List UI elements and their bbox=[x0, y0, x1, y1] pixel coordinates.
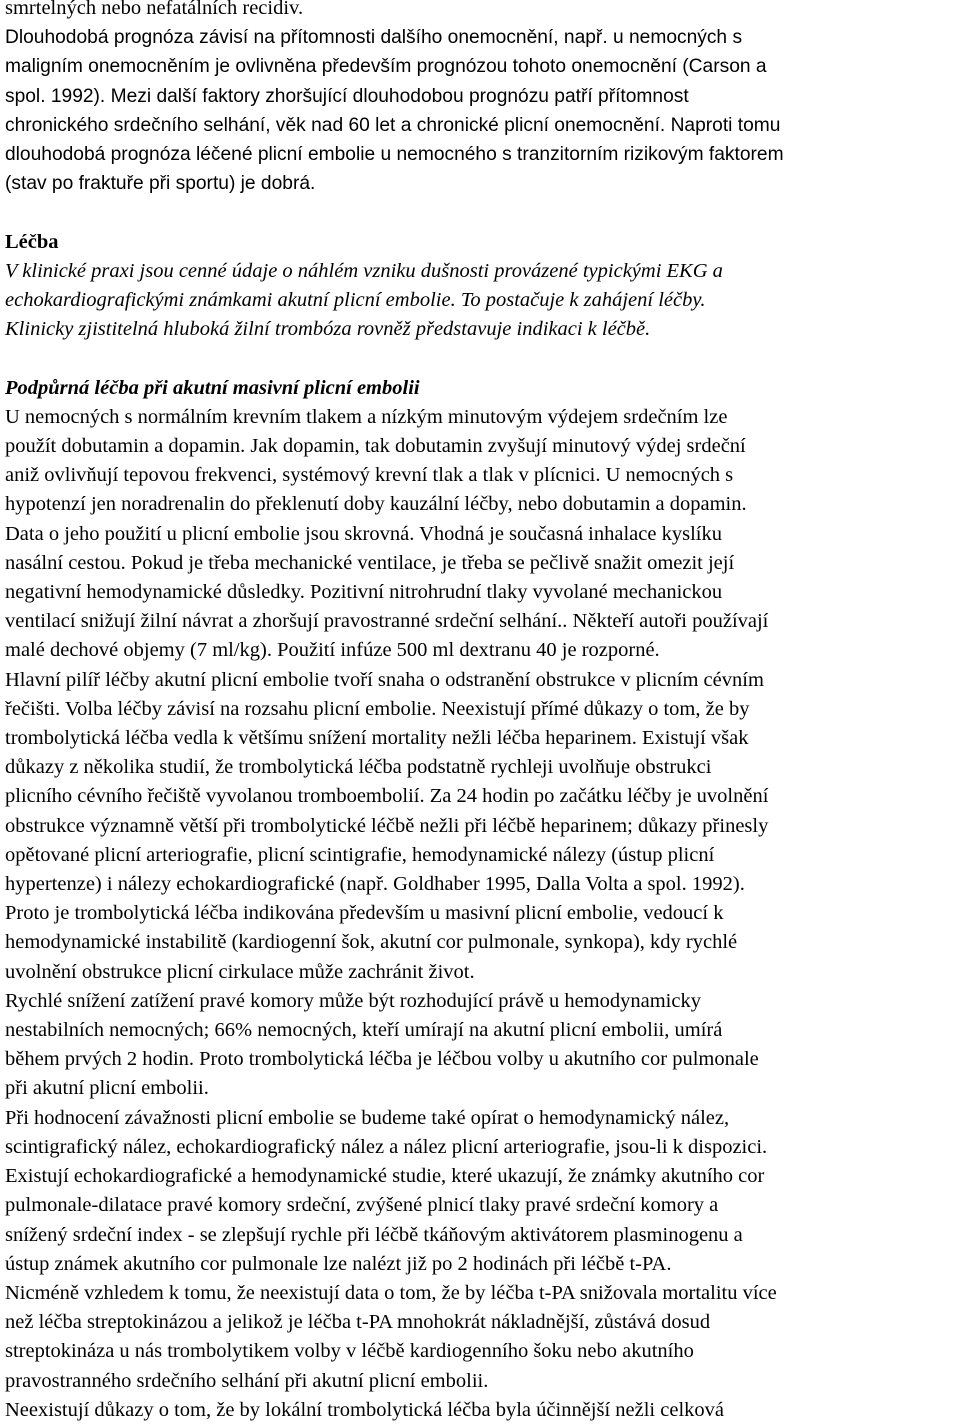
text-line: V klinické praxi jsou cenné údaje o náhlém vzniku dušnosti provázené typickými EKG a bbox=[5, 259, 723, 282]
text-line: než léčba streptokinázou a jelikož je léčba t-PA mnohokrát nákladnější, zůstává dosud bbox=[5, 1311, 711, 1334]
text-line: při akutní plicní embolii. bbox=[5, 1077, 209, 1100]
text-line: použít dobutamin a dopamin. Jak dopamin, tak dobutamin zvyšují minutový výdej srdeční bbox=[5, 435, 746, 458]
text-line: maligním onemocněním je ovlivněna především prognózou tohoto onemocnění (Carson a bbox=[5, 56, 767, 78]
text-line: negativní hemodynamické důsledky. Pozitivní nitrohrudní tlaky vyvolané mechanickou bbox=[5, 581, 723, 604]
text-line: Dlouhodobá prognóza závisí na přítomnosti dalšího onemocnění, např. u nemocných s bbox=[5, 27, 743, 49]
paragraph-podpurna-lecba bbox=[5, 403, 955, 1425]
text-line: Rychlé snížení zatížení pravé komory může být rozhodující právě u hemodynamicky bbox=[5, 989, 701, 1012]
text-line: smrtelných nebo nefatálních recidiv. bbox=[5, 0, 304, 19]
text-line: chronického srdečního selhání, věk nad 60 let a chronické plicní onemocnění. Naproti tomu bbox=[5, 114, 781, 136]
text-line: Proto je trombolytická léčba indikována především u masivní plicní embolie, vedoucí k bbox=[5, 902, 724, 925]
paragraph-gap bbox=[5, 198, 955, 227]
text-line: opětované plicní arteriografie, plicní scintigrafie, hemodynamické nálezy (ústup plicní bbox=[5, 843, 715, 866]
text-line: dlouhodobá prognóza léčené plicní embolie u nemocného s tranzitorním rizikovým faktorem bbox=[5, 144, 784, 166]
text-line: ventilací snižují žilní návrat a zhoršují pravostranné srdeční selhání.. Někteří autoři používají bbox=[5, 610, 769, 633]
text-line: hemodynamické instabilitě (kardiogenní šok, akutní cor pulmonale, synkopa), kdy rychlé bbox=[5, 931, 738, 954]
text-line: streptokináza u nás trombolytikem volby v léčbě kardiogenního šoku nebo akutního bbox=[5, 1340, 694, 1363]
text-line: Existují echokardiografické a hemodynamické studie, které ukazují, že známky akutního cor bbox=[5, 1165, 765, 1188]
text-line: aniž ovlivňují tepovou frekvenci, systémový krevní tlak a tlak v plícnici. U nemocných s bbox=[5, 464, 734, 487]
text-line: Nicméně vzhledem k tomu, že neexistují data o tom, že by léčba t-PA snižovala mortalitu více bbox=[5, 1281, 777, 1304]
text-line: Při hodnocení závažnosti plicní embolie se budeme také opírat o hemodynamický nález, bbox=[5, 1106, 730, 1129]
text-line: snížený srdeční index - se zlepšují rychle při léčbě tkáňovým aktivátorem plasminogenu a bbox=[5, 1223, 743, 1246]
text-line: obstrukce významně větší při trombolytické léčbě nežli při léčbě heparinem; důkazy přinesly bbox=[5, 814, 769, 837]
text-line: hypertenze) i nálezy echokardiografické (např. Goldhaber 1995, Dalla Volta a spol. 1992). bbox=[5, 873, 745, 896]
text-line: (stav po fraktuře při sportu) je dobrá. bbox=[5, 173, 316, 195]
paragraph-prognosis bbox=[5, 0, 955, 198]
text-line: hypotenzí jen noradrenalin do překlenutí doby kauzální léčby, nebo dobutamin a dopamin. bbox=[5, 493, 747, 516]
text-line: U nemocných s normálním krevním tlakem a nízkým minutovým výdejem srdečním lze bbox=[5, 405, 728, 428]
text-line: Klinicky zjistitelná hluboká žilní trombóza rovněž představuje indikaci k léčbě. bbox=[5, 318, 651, 341]
text-line: trombolytická léčba vedla k většímu snížení mortality nežli léčba heparinem. Existují však bbox=[5, 727, 749, 750]
text-line: řečišti. Volba léčby závisí na rozsahu plicní embolie. Neexistují přímé důkazy o tom, že by bbox=[5, 697, 750, 720]
text-line: Hlavní pilíř léčby akutní plicní embolie tvoří snaha o odstranění obstrukce v plicním cévním bbox=[5, 668, 764, 691]
text-line: Data o jeho použití u plicní embolie jsou skrovná. Vhodná je současná inhalace kyslíku bbox=[5, 522, 722, 545]
text-line: důkazy z několika studií, že trombolytická léčba podstatně rychleji uvolňuje obstrukci bbox=[5, 756, 712, 779]
text-line: během prvých 2 hodin. Proto trombolytická léčba je léčbou volby u akutního cor pulmonale bbox=[5, 1048, 759, 1071]
text-line: pulmonale-dilatace pravé komory srdeční, zvýšené plnicí tlaky pravé srdeční komory a bbox=[5, 1194, 719, 1217]
text-line: plicního cévního řečiště vyvolanou tromboembolií. Za 24 hodin po začátku léčby je uvolnění bbox=[5, 785, 769, 808]
paragraph-lecba bbox=[5, 257, 955, 345]
text-line: pravostranného srdečního selhání při akutní plicní embolii. bbox=[5, 1369, 489, 1392]
section-heading-lecba: Léčba bbox=[5, 230, 59, 253]
text-line: Neexistují důkazy o tom, že by lokální trombolytická léčba byla účinnější nežli celková bbox=[5, 1398, 724, 1421]
text-line: uvolnění obstrukce plicní cirkulace může zachránit život. bbox=[5, 960, 475, 983]
text-line: malé dechové objemy (7 ml/kg). Použití infúze 500 ml dextranu 40 je rozporné. bbox=[5, 639, 660, 662]
document-page bbox=[5, 0, 955, 1425]
section-heading-podpurna-lecba: Podpůrná léčba při akutní masivní plicní embolii bbox=[5, 376, 420, 399]
text-line: scintigrafický nález, echokardiografický nález a nález plicní arteriografie, jsou-li k dispozici. bbox=[5, 1135, 768, 1158]
text-line: ústup známek akutního cor pulmonale lze nalézt již po 2 hodinách při léčbě t-PA. bbox=[5, 1252, 672, 1275]
text-line: spol. 1992). Mezi další faktory zhoršující dlouhodobou prognózu patří přítomnost bbox=[5, 85, 689, 107]
text-line: nestabilních nemocných; 66% nemocných, kteří umírají na akutní plicní embolii, umírá bbox=[5, 1019, 723, 1042]
paragraph-gap bbox=[5, 344, 955, 373]
text-line: echokardiografickými známkami akutní plicní embolie. To postačuje k zahájení léčby. bbox=[5, 289, 706, 312]
text-line: nasální cestou. Pokud je třeba mechanické ventilace, je třeba se pečlivě snažit omezit její bbox=[5, 551, 735, 574]
